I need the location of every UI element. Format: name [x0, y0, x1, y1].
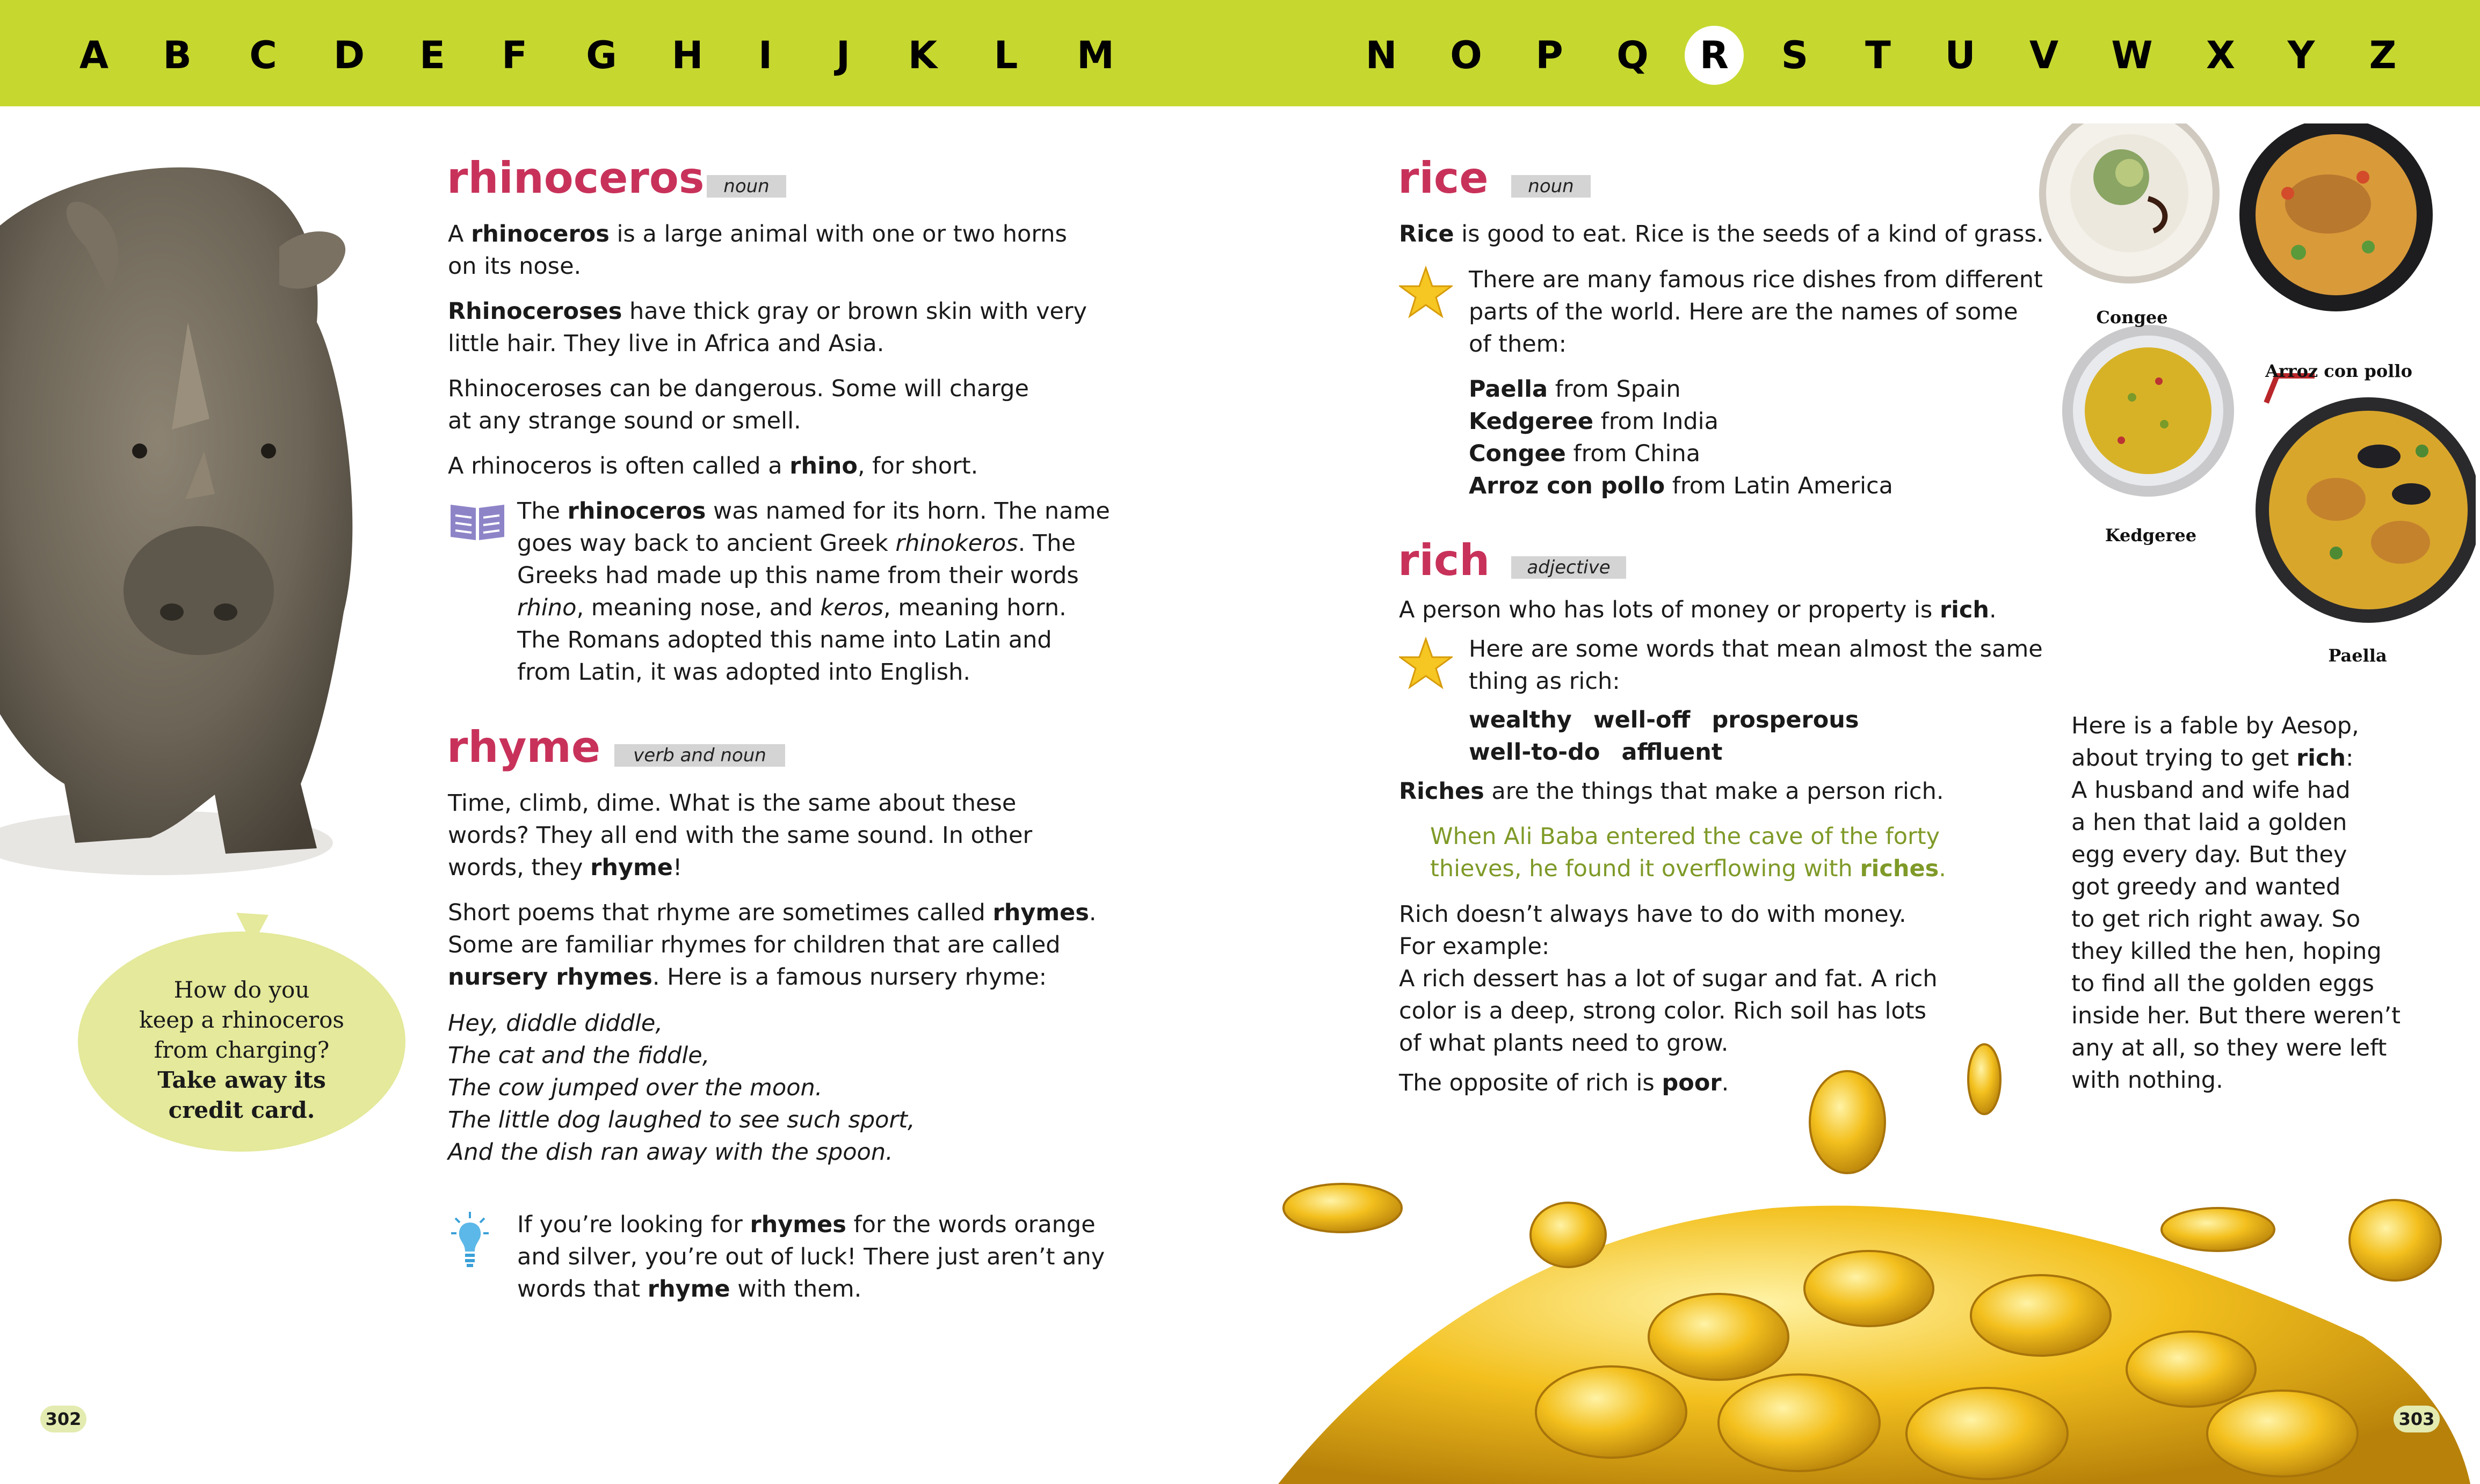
quote-text-line: When Ali Baba entered the cave of the forty [1430, 823, 1940, 850]
page-number-left: 302 [40, 1406, 86, 1432]
poem-line: The little dog laughed to see such sport, [448, 1107, 915, 1133]
alphabet-letter-f[interactable]: F [502, 33, 527, 77]
rich-more-text-line: For example: [1399, 933, 1550, 960]
alphabet-letter-j[interactable]: J [836, 33, 851, 77]
dish-item-line: Arroz con pollo from Latin America [1469, 472, 1894, 499]
rhinoceros-text-line: A rhinoceros is a large animal with one or two horns [448, 221, 1067, 248]
rhinoceros-text-line: at any strange sound or smell. [448, 408, 801, 434]
rich-more-text-line: Rich doesn’t always have to do with money. [1399, 901, 1906, 928]
lightbulb-icon [451, 1211, 489, 1270]
rich-note-text-line: thing as rich: [1469, 668, 1620, 695]
alphabet-letter-y[interactable]: Y [2287, 33, 2315, 77]
synonym-word: well-off [1593, 707, 1691, 733]
rice-definition [1399, 218, 2044, 250]
alphabet-letter-e[interactable]: E [419, 33, 445, 77]
alphabet-letter-o[interactable]: O [1450, 33, 1482, 77]
tip-text-line: words that rhyme with them. [517, 1276, 862, 1303]
joke-line: from charging? [154, 1037, 330, 1063]
part-of-speech-rice: noun [1511, 175, 1591, 198]
rich-other-meanings [1399, 898, 1938, 1059]
alphabet-letter-n[interactable]: N [1365, 33, 1397, 77]
fable-text-line: to find all the golden eggs [2071, 970, 2374, 997]
dish-item-line: Paella from Spain [1469, 376, 1681, 403]
rice-dishes-note [1469, 264, 2043, 360]
rhyme-text-line: words, they rhyme! [448, 854, 683, 881]
origin-text-line: rhino, meaning nose, and keros, meaning horn. [517, 594, 1067, 621]
alphabet-letter-r[interactable]: R [1685, 26, 1744, 85]
paella-caption: Paella [2328, 645, 2387, 666]
headword-rhyme: rhyme [447, 722, 601, 772]
fable-text-line: about trying to get rich: [2071, 745, 2354, 772]
rice-note-text-line: parts of the world. Here are the names of some [1469, 299, 2018, 325]
ali-baba-example [1430, 820, 1946, 885]
part-of-speech-rhinoceros: noun [707, 175, 786, 198]
alphabet-letter-l[interactable]: L [994, 33, 1018, 77]
fable-text-line: got greedy and wanted [2071, 874, 2341, 900]
part-of-speech-rich: adjective [1511, 556, 1626, 579]
page-number-right: 303 [2394, 1406, 2440, 1432]
tip-text-line: If you’re looking for rhymes for the words orange [517, 1211, 1096, 1238]
poem-line: And the dish ran away with the spoon. [448, 1139, 893, 1166]
headword-rich: rich [1398, 535, 1490, 585]
alphabet-letter-b[interactable]: B [163, 33, 192, 77]
rhyme-tip [517, 1209, 1105, 1305]
rhinoceros-word-origin [517, 495, 1110, 688]
quote-text-line: thieves, he found it overflowing with riches. [1430, 855, 1946, 882]
rich-synonyms-row-2 [1469, 736, 1744, 768]
rich-more-text-line: color is a deep, strong color. Rich soil has lots [1399, 998, 1927, 1024]
rhinoceros-text-line: Rhinoceroses can be dangerous. Some will charge [448, 375, 1029, 402]
rhinoceros-definition [448, 218, 1087, 482]
alphabet-letter-h[interactable]: H [671, 33, 704, 77]
part-of-speech-rhyme: verb and noun [614, 744, 785, 767]
paella-photo [2256, 376, 2476, 623]
rhinoceros-text-line: A rhinoceros is often called a rhino, for short. [448, 453, 978, 479]
tip-text-line: and silver, you’re out of luck! There just aren’t any [517, 1243, 1105, 1270]
star-icon [1399, 637, 1453, 690]
rhyme-text-line: nursery rhymes. Here is a famous nursery rhyme: [448, 964, 1047, 991]
alphabet-letter-i[interactable]: I [758, 33, 773, 77]
poem-line: Hey, diddle diddle, [448, 1010, 663, 1037]
rhinoceros-text-line: on its nose. [448, 253, 582, 280]
rhinoceros-text-line: Rhinoceroses have thick gray or brown skin with very [448, 298, 1087, 325]
alphabet-letter-q[interactable]: Q [1616, 33, 1649, 77]
rice-dishes-list [1469, 373, 1893, 502]
nursery-rhyme-poem [448, 1007, 915, 1168]
synonym-word: prosperous [1712, 707, 1859, 733]
open-book-icon [448, 499, 507, 542]
rich-definition [1399, 594, 1997, 626]
congee-photo [2039, 123, 2220, 283]
kedgeree-photo [2062, 325, 2234, 497]
fable-text-line: A husband and wife had [2071, 777, 2351, 804]
fable-text-line: they killed the hen, hoping [2071, 938, 2382, 965]
kedgeree-caption: Kedgeree [2105, 525, 2197, 545]
synonym-word: well-to-do [1469, 739, 1600, 766]
gold-coins-illustration [1235, 1036, 2480, 1484]
fable-text-line: egg every day. But they [2071, 841, 2347, 868]
alphabet-letter-s[interactable]: S [1781, 33, 1809, 77]
rhyme-text-line: words? They all end with the same sound. In other [448, 822, 1033, 849]
headword-rhinoceros: rhinoceros [447, 153, 705, 203]
fable-text-line: Here is a fable by Aesop, [2071, 712, 2359, 739]
alphabet-letter-g[interactable]: G [586, 33, 617, 77]
dish-item-line: Kedgeree from India [1469, 408, 1718, 435]
alphabet-letter-x[interactable]: X [2206, 33, 2235, 77]
rhinoceros-illustration [0, 150, 430, 913]
alphabet-letter-m[interactable]: M [1077, 33, 1114, 77]
rice-text-line: Rice is good to eat. Rice is the seeds of a kind of grass. [1399, 221, 2044, 248]
rice-note-text-line: of them: [1469, 331, 1567, 358]
dish-item-line: Congee from China [1469, 440, 1701, 467]
alphabet-letter-v[interactable]: V [2029, 33, 2059, 77]
synonym-word: affluent [1621, 739, 1723, 766]
alphabet-letter-u[interactable]: U [1945, 33, 1976, 77]
fable-text-line: any at all, so they were left [2071, 1035, 2387, 1061]
joke-line: How do you [173, 977, 310, 1003]
rhyme-text-line: Time, climb, dime. What is the same about these [448, 790, 1017, 817]
origin-text-line: Greeks had made up this name from their words [517, 562, 1079, 589]
origin-text-line: goes way back to ancient Greek rhinokeros. The [517, 530, 1076, 557]
rhinoceros-text-line: little hair. They live in Africa and Asia. [448, 330, 884, 357]
rich-opposite: The opposite of rich is poor. [1399, 1070, 1729, 1096]
rich-note-text-line: Here are some words that mean almost the same [1469, 636, 2043, 663]
fable-text-line: a hen that laid a golden [2071, 809, 2347, 836]
arroz-con-pollo-caption: Arroz con pollo [2265, 361, 2412, 381]
rhyme-text-line: Some are familiar rhymes for children that are called [448, 932, 1061, 958]
rich-more-text-line: A rich dessert has a lot of sugar and fat. A rich [1399, 965, 1938, 992]
joke-line: keep a rhinoceros [139, 1007, 344, 1033]
poem-line: The cow jumped over the moon. [448, 1074, 823, 1101]
rhyme-text-line: Short poems that rhyme are sometimes called rhymes. [448, 899, 1097, 926]
arroz-con-pollo-photo [2239, 123, 2433, 311]
alphabet-letter-z[interactable]: Z [2369, 33, 2397, 77]
alphabet-letter-k[interactable]: K [908, 33, 938, 77]
poem-line: The cat and the fiddle, [448, 1042, 710, 1069]
alphabet-letter-c[interactable]: C [249, 33, 277, 77]
congee-caption: Congee [2096, 307, 2168, 328]
synonym-word: wealthy [1469, 707, 1572, 733]
fable-text-line: inside her. But there weren’t [2071, 1002, 2401, 1029]
rhyme-definition [448, 787, 1097, 1006]
rice-note-text-line: There are many famous rice dishes from different [1469, 266, 2043, 293]
origin-text-line: The rhinoceros was named for its horn. The name [517, 498, 1110, 525]
rich-synonyms-note [1469, 633, 2043, 697]
rich-synonyms-row-1 [1469, 704, 1880, 736]
alphabet-letter-a[interactable]: A [79, 33, 109, 77]
joke-line: Take away its [157, 1067, 326, 1093]
rich-more-text-line: of what plants need to grow. [1399, 1030, 1729, 1057]
rich-text-line: A person who has lots of money or property is rich. [1399, 596, 1997, 623]
origin-text-line: from Latin, it was adopted into English. [517, 659, 971, 686]
alphabet-letter-w[interactable]: W [2111, 33, 2153, 77]
alphabet-letter-t[interactable]: T [1865, 33, 1891, 77]
origin-text-line: The Romans adopted this name into Latin and [517, 627, 1052, 653]
joke-text [107, 975, 376, 1125]
joke-line: credit card. [168, 1097, 315, 1123]
rice-dishes-photos [2035, 123, 2476, 666]
star-icon [1399, 266, 1453, 319]
alphabet-letter-p[interactable]: P [1535, 33, 1563, 77]
fable-text-line: with nothing. [2071, 1067, 2223, 1094]
headword-rice: rice [1398, 153, 1489, 203]
fable-text-line: to get rich right away. So [2071, 906, 2361, 933]
riches-definition: Riches are the things that make a person rich. [1399, 778, 1944, 805]
alphabet-letter-d[interactable]: D [333, 33, 365, 77]
